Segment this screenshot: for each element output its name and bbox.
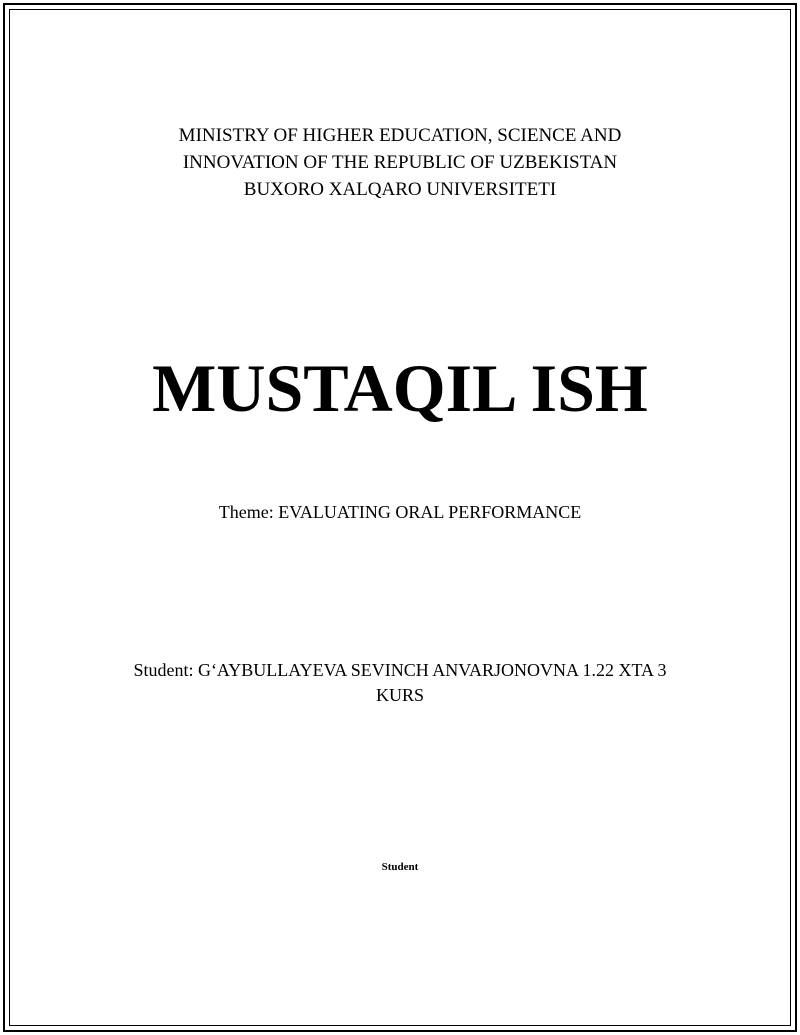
document-title: MUSTAQIL ISH (152, 350, 648, 426)
student-info (110, 658, 690, 708)
institution-header (0, 122, 800, 203)
student-info-line-2: KURS (375, 685, 424, 705)
university-name: BUXORO XALQARO UNIVERSITETI (243, 179, 557, 200)
ministry-line-1: MINISTRY OF HIGHER EDUCATION, SCIENCE AND (178, 125, 622, 146)
footer-student-label: Student (381, 861, 419, 873)
theme-line: Theme: EVALUATING ORAL PERFORMANCE (218, 502, 582, 522)
student-info-line-1: Student: G‘AYBULLAYEVA SEVINCH ANVARJONOVNA 1.22 XTA 3 (133, 660, 667, 680)
ministry-line-2: INNOVATION OF THE REPUBLIC OF UZBEKISTAN (182, 152, 618, 173)
